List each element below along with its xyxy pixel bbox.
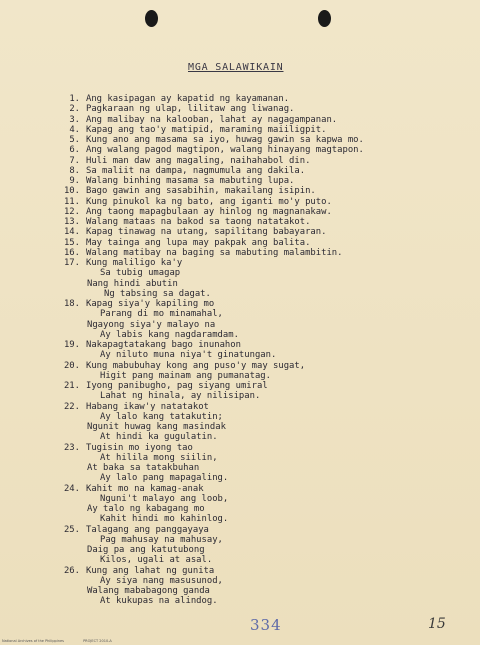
proverb-number: 6. [69,145,80,156]
proverb-text: Talagang ang panggayaya [86,524,209,535]
proverb-text: Habang ikaw'y natatakot [86,401,209,412]
proverb-text: Ng tabsing sa dagat. [104,288,211,299]
proverb-number: 13. [63,217,80,227]
proverb-number: 11. [63,196,80,207]
proverb-number: 20. [63,360,80,371]
proverb-item [54,125,464,135]
proverb-number: 21. [63,381,80,391]
proverb-line [54,422,464,432]
punch-hole-right [318,10,331,27]
proverb-text: Ay niluto muna niya't ginatungan. [100,350,277,361]
proverb-text: Ang walang pagod magtipon, walang hinayang magtapon. [86,145,364,156]
proverb-line [54,555,464,565]
proverb-text: Ang malibay na kalooban, lahat ay nagagampanan. [86,114,338,125]
proverb-text: Kung ang lahat ng gunita [86,565,215,576]
proverb-text: Kung ano ang masama sa iyo, huwag gawin sa kapwa mo. [86,135,364,145]
proverb-item [54,248,464,258]
proverb-line [54,576,464,586]
proverb-text: Iyong panibugho, pag siyang umiral [86,381,268,391]
proverb-item [54,484,464,494]
proverb-number: 8. [69,165,80,176]
proverb-line [54,350,464,360]
proverb-item [54,176,464,186]
proverb-line [54,268,464,278]
proverb-number: 19. [63,340,80,350]
proverb-item [54,115,464,125]
proverb-line [54,586,464,596]
proverb-text: Walang mababagong ganda [87,586,210,596]
proverb-text: Ay siya nang masusunod, [100,575,223,586]
proverb-line [54,473,464,483]
proverb-item [54,340,464,350]
proverb-text: Ang taong mapagbulaan ay hinlog ng magnanakaw. [86,206,332,217]
proverb-line [54,494,464,504]
proverb-line [54,320,464,330]
footer-text: PROJECT 2010-A [83,639,112,643]
proverb-item [54,207,464,217]
proverb-number: 23. [63,442,80,453]
punch-hole-left [145,10,158,27]
proverb-item [54,443,464,453]
proverb-text: Nakapagtatakang bago inunahon [86,340,241,350]
proverb-text: Sa maliit na dampa, nagmumula ang dakila. [86,165,306,176]
proverb-line [54,289,464,299]
proverb-text: Kahit mo na kamag-anak [86,483,204,494]
proverb-number: 25. [63,524,80,535]
proverb-text: Kung pinukol ka ng bato, ang iganti mo'y puto. [86,196,332,207]
proverb-number: 3. [69,114,80,125]
proverb-text: Lahat ng hinala, ay nilisipan. [100,391,261,402]
proverb-text: Huli man daw ang magaling, naihahabol din. [86,155,311,166]
proverb-number: 15. [63,237,80,248]
proverb-text: Sa tubig umagap [100,268,181,279]
proverb-item [54,197,464,207]
proverb-text: Walang binhing masama sa mabuting lupa. [86,176,295,186]
proverb-item [54,227,464,237]
proverb-text: Kung maliligo ka'y [86,258,183,268]
proverb-number: 17. [63,258,80,268]
proverb-number: 24. [63,483,80,494]
handwritten-stamp-number: 334 [250,616,282,634]
proverb-text: Parang di mo minamahal, [100,309,223,320]
proverb-line [54,279,464,289]
proverb-list [54,94,464,607]
proverb-number: 12. [63,206,80,217]
proverb-text: Walang mataas na bakod sa taong natatakot. [86,217,311,227]
proverb-line [54,412,464,422]
proverb-item [54,156,464,166]
proverb-text: At hilila mong siilin, [100,452,218,463]
footer-text: National Archives of the Philippines [2,639,64,643]
proverb-text: At hindi ka gugulatin. [100,432,218,443]
proverb-text: Kilos, ugali at asal. [100,555,213,566]
page-number: 15 [428,616,446,632]
proverb-item [54,94,464,104]
proverb-number: 22. [63,401,80,412]
proverb-text: Kapag ang tao'y matipid, maraming maiiligpit. [86,124,327,135]
proverb-item [54,258,464,268]
proverb-line [54,463,464,473]
proverb-text: Pagkaraan ng ulap, lilitaw ang liwanag. [86,104,295,115]
proverb-item [54,361,464,371]
proverb-text: Nang hindi abutin [87,278,178,289]
proverb-item [54,299,464,309]
proverb-line [54,391,464,401]
proverb-line [54,371,464,381]
proverb-text: At baka sa tatakbuhan [87,463,200,473]
proverb-item [54,381,464,391]
proverb-line [54,330,464,340]
proverb-line [54,453,464,463]
proverb-item [54,104,464,114]
proverb-line [54,309,464,319]
proverb-line [54,432,464,442]
archive-footer [2,639,130,643]
proverb-text: Pag mahusay na mahusay, [100,534,223,545]
proverb-line [54,535,464,545]
proverb-text: Kapag siya'y kapiling mo [86,299,215,309]
proverb-text: Kung mabubuhay kong ang puso'y may sugat, [86,360,306,371]
proverb-number: 18. [63,299,80,309]
proverb-number: 10. [63,186,80,197]
proverb-number: 14. [63,227,80,238]
proverb-text: Ngayong siya'y malayo na [87,319,216,330]
proverb-text: Nguni't malayo ang loob, [100,493,229,504]
proverb-item [54,238,464,248]
proverb-number: 7. [69,155,80,166]
proverb-text: Ay lalo pang mapagaling. [100,473,229,484]
proverb-item [54,217,464,227]
proverb-number: 9. [69,176,80,186]
proverb-number: 2. [69,104,80,115]
proverb-number: 4. [69,124,80,135]
proverb-number: 1. [69,94,80,104]
proverb-item [54,186,464,196]
proverb-item [54,402,464,412]
proverb-text: Ngunit huwag kang masindak [87,422,226,432]
proverb-text: Tugisin mo iyong tao [86,442,193,453]
proverb-text: Walang matibay na baging sa mabuting malambitin. [86,247,343,258]
proverb-text: Daig pa ang katutubong [87,545,205,555]
proverb-text: Ay labis kang nagdaramdam. [100,329,239,340]
proverb-item [54,135,464,145]
proverb-text: Ay lalo kang tatakutin; [100,411,223,422]
proverb-text: Kapag tinawag na utang, sapilitang babayaran. [86,227,327,238]
proverb-line [54,596,464,606]
proverb-text: At kukupas na alindog. [100,596,218,607]
proverb-line [54,504,464,514]
proverb-text: Ang kasipagan ay kapatid ng kayamanan. [86,94,290,104]
proverb-item [54,525,464,535]
proverb-item [54,145,464,155]
proverb-item [54,166,464,176]
proverb-line [54,545,464,555]
proverb-text: Ay talo ng kabagang mo [87,504,205,514]
proverb-number: 16. [63,247,80,258]
proverb-line [54,514,464,524]
proverb-item [54,566,464,576]
proverb-number: 5. [69,135,80,145]
proverb-number: 26. [63,565,80,576]
proverb-text: Kahit hindi mo kahinlog. [100,514,229,525]
proverb-text: Bago gawin ang sasabihin, makailang isipin. [86,186,316,197]
proverb-text: May tainga ang lupa may pakpak ang balita. [86,237,311,248]
proverb-text: Higit pang mainam ang pumanatag. [100,370,271,381]
document-title: MGA SALAWIKAIN [188,62,284,73]
